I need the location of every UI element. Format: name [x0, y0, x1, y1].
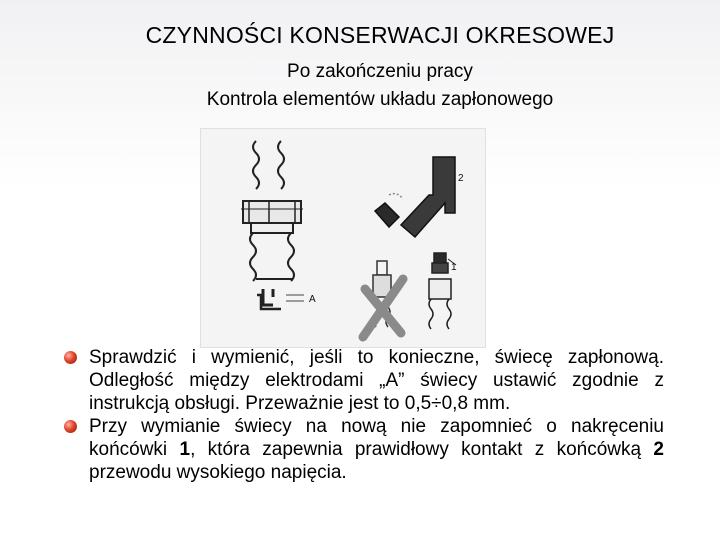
spark-plug-illustration	[200, 128, 486, 348]
bullet-text-part-2: , która zapewnia prawidłowy kontakt z końcówką	[190, 439, 654, 460]
terminal-1-ref: 1	[179, 439, 191, 460]
label-a: A	[309, 294, 316, 305]
plug-with-terminal-1	[429, 253, 451, 329]
spark-plug-large	[241, 141, 303, 309]
subtitle-line-1: Po zakończeniu pracy	[287, 61, 473, 82]
bullet-text-part-3: przewodu wysokiego napięcia.	[89, 462, 347, 483]
slide-title: CZYNNOŚCI KONSERWACJI OKRESOWEJ	[145, 22, 615, 48]
list-item	[64, 346, 664, 415]
gap-a-indicator	[286, 295, 304, 301]
bullet-icon	[64, 351, 77, 364]
spark-plug-drawing	[201, 129, 485, 347]
plug-cap-2	[375, 157, 455, 237]
label-2: 2	[458, 173, 464, 184]
bullet-icon	[64, 420, 77, 433]
terminal-2-ref: 2	[653, 439, 664, 460]
label-1: 1	[451, 262, 457, 273]
instruction-list	[64, 346, 664, 484]
bullet-text: Sprawdzić i wymienić, jeśli to konieczne, świecę zapłonową. Odległość między elektrodami „A” świecy ustawić zgodnie z instrukcją obsługi. Przeważnie jest to 0,5÷0,8 mm.	[89, 347, 664, 414]
bullet-text-part-1: Przy wymianie świecy na nową nie zapomnieć o nakręceniu końcówki	[89, 416, 664, 460]
list-item	[64, 415, 664, 484]
subtitle	[0, 58, 720, 114]
subtitle-line-2: Kontrola elementów układu zapłonowego	[206, 89, 554, 110]
